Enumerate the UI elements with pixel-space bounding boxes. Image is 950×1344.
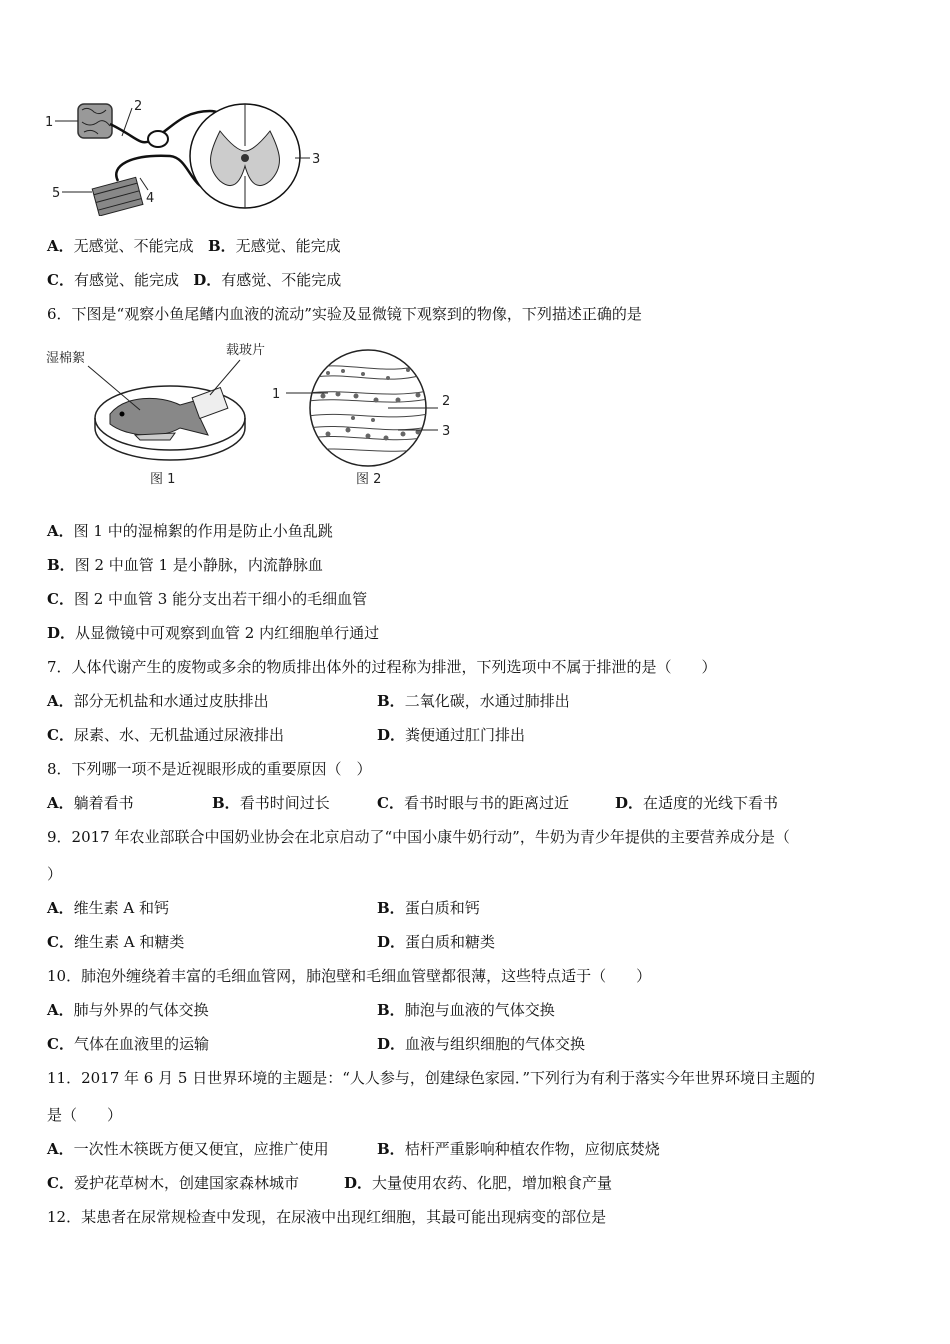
figure2-label-2: 2 bbox=[442, 394, 451, 409]
q7-option-c: C．尿素、水、无机盐通过尿液排出 bbox=[47, 726, 284, 744]
q7-stem: 7．人体代谢产生的废物或多余的物质排出体外的过程称为排泄，下列选项中不属于排泄的是（ ） bbox=[47, 658, 717, 676]
q6-option-a: A．图 1 中的湿棉絮的作用是防止小鱼乱跳 bbox=[47, 522, 333, 540]
q10-option-d: D．血液与组织细胞的气体交换 bbox=[377, 1035, 586, 1053]
q11-stem-line1: 11．2017 年 6 月 5 日世界环境的主题是：“人人参与，创建绿色家园．”下列行为有利于落实今年世界环境日主题的 bbox=[47, 1069, 816, 1087]
q11-option-c: C．爱护花草树木，创建国家森林城市 bbox=[47, 1174, 299, 1192]
q5-option-b: 无感觉、能完成 bbox=[235, 237, 341, 255]
reflex-arc-figure bbox=[40, 96, 340, 216]
q12-stem: 12．某患者在尿常规检查中发现，在尿液中出现红细胞，其最可能出现病变的部位是 bbox=[47, 1208, 607, 1226]
q9-option-a: A．维生素 A 和钙 bbox=[47, 899, 170, 917]
q8-stem: 8．下列哪一项不是近视眼形成的重要原因（ ） bbox=[47, 760, 372, 778]
q5-option-c-letter: C． bbox=[47, 271, 74, 289]
q9-stem-line2: ） bbox=[47, 865, 63, 883]
q9-stem-line1: 9．2017 年农业部联合中国奶业协会在北京启动了“中国小康牛奶行动”，牛奶为青少年提供的主要营养成分是（ bbox=[47, 828, 790, 846]
q8-option-a: A．躺着看书 bbox=[47, 794, 134, 812]
q9-option-c: C．维生素 A 和糖类 bbox=[47, 933, 185, 951]
q10-option-b: B．肺泡与血液的气体交换 bbox=[377, 1001, 555, 1019]
q5-option-b-letter: B． bbox=[207, 237, 236, 255]
figure1-caption: 图 1 bbox=[150, 472, 176, 487]
q11-option-b: B．桔杆严重影响种植农作物，应彻底焚烧 bbox=[377, 1140, 660, 1158]
q11-option-d: D．大量使用农药、化肥，增加粮食产量 bbox=[344, 1174, 613, 1192]
q8-option-b: B．看书时间过长 bbox=[212, 794, 330, 812]
reflex-label-1: 1 bbox=[45, 115, 54, 130]
reflex-label-3: 3 bbox=[312, 152, 321, 167]
q7-option-a: A．部分无机盐和水通过皮肤排出 bbox=[47, 692, 269, 710]
label-slide: 载玻片 bbox=[226, 343, 266, 358]
q5-option-a: 无感觉、不能完成 bbox=[73, 237, 194, 255]
q5-option-a-letter: A． bbox=[47, 237, 74, 255]
q10-option-c: C．气体在血液里的运输 bbox=[47, 1035, 209, 1053]
label-wet-cotton: 湿棉絮 bbox=[46, 351, 86, 366]
q9-option-d: D．蛋白质和糖类 bbox=[377, 933, 496, 951]
q10-option-a: A．肺与外界的气体交换 bbox=[47, 1001, 209, 1019]
reflex-label-2: 2 bbox=[134, 99, 143, 114]
q6-figure2 bbox=[268, 338, 468, 493]
reflex-label-4: 4 bbox=[146, 191, 155, 206]
q8-option-d: D．在适度的光线下看书 bbox=[615, 794, 779, 812]
q5-option-c: 有感觉、能完成 bbox=[73, 271, 179, 289]
q5-option-d: 有感觉、不能完成 bbox=[221, 271, 342, 289]
q6-option-b: B．图 2 中血管 1 是小静脉，内流静脉血 bbox=[47, 556, 323, 574]
q6-figure1 bbox=[40, 340, 270, 490]
q7-option-d: D．粪便通过肛门排出 bbox=[377, 726, 526, 744]
q11-stem-line2: 是（ ） bbox=[47, 1106, 123, 1124]
q5-option-d-letter: D． bbox=[193, 271, 222, 289]
q8-option-c: C．看书时眼与书的距离过近 bbox=[377, 794, 569, 812]
q10-stem: 10．肺泡外缠绕着丰富的毛细血管网，肺泡壁和毛细血管壁都很薄，这些特点适于（ ） bbox=[47, 967, 652, 985]
q5-options-line2 bbox=[47, 270, 341, 290]
figure2-label-3: 3 bbox=[442, 424, 451, 439]
q5-options-line1 bbox=[47, 236, 341, 256]
reflex-label-5: 5 bbox=[52, 186, 61, 201]
figure2-label-1: 1 bbox=[272, 387, 281, 402]
q11-option-a: A．一次性木筷既方便又便宜，应推广使用 bbox=[47, 1140, 329, 1158]
q6-stem: 6．下图是“观察小鱼尾鳍内血液的流动”实验及显微镜下观察到的物像，下列描述正确的是 bbox=[47, 305, 642, 323]
q6-option-d: D．从显微镜中可观察到血管 2 内红细胞单行通过 bbox=[47, 624, 380, 642]
q7-option-b: B．二氧化碳，水通过肺排出 bbox=[377, 692, 570, 710]
q6-option-c: C．图 2 中血管 3 能分支出若干细小的毛细血管 bbox=[47, 590, 368, 608]
q9-option-b: B．蛋白质和钙 bbox=[377, 899, 480, 917]
figure2-caption: 图 2 bbox=[356, 472, 382, 487]
